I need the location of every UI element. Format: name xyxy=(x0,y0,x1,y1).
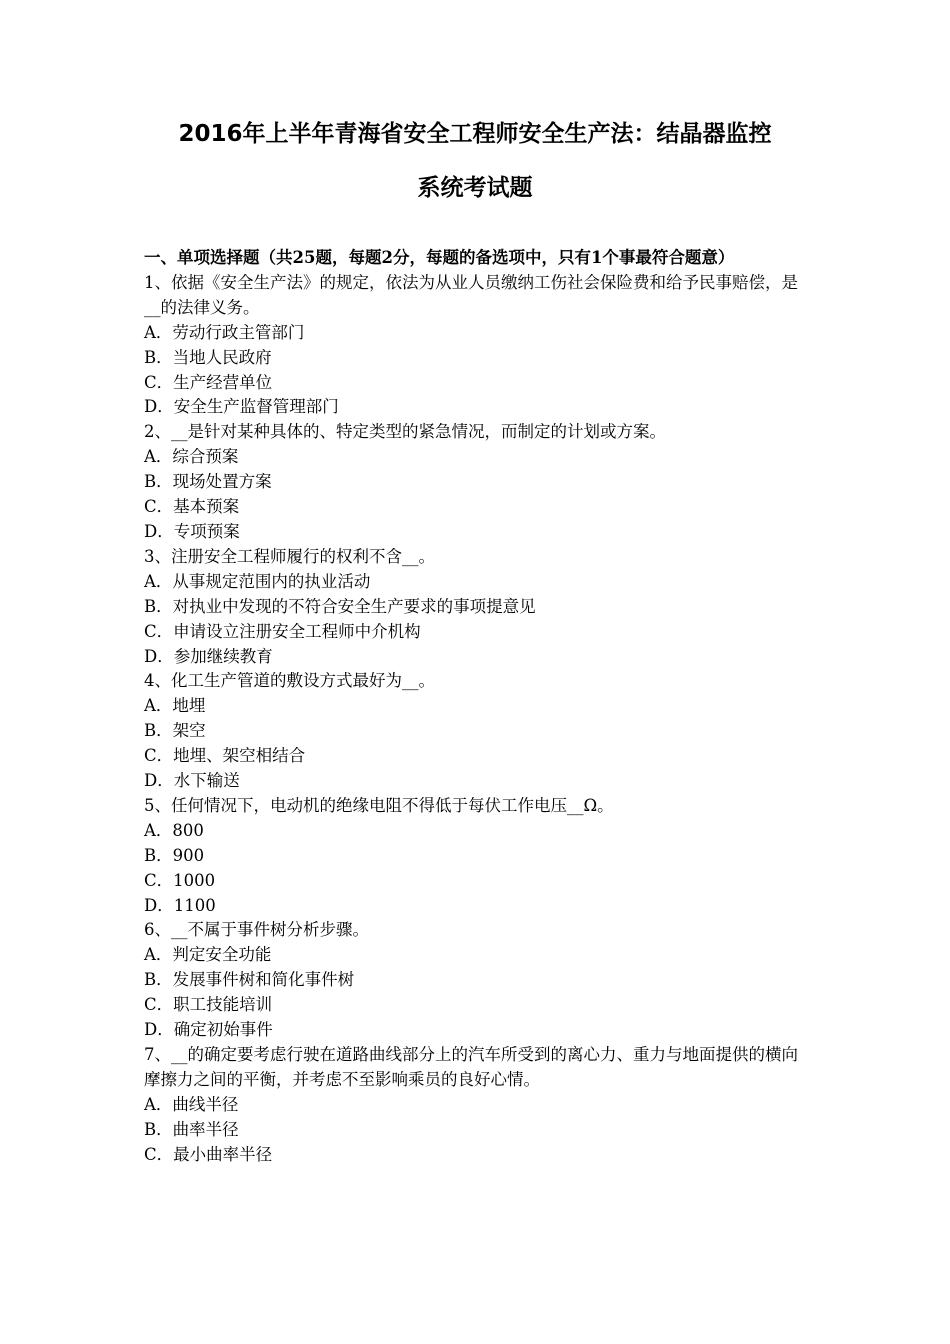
answer-option: B．对执业中发现的不符合安全生产要求的事项提意见 xyxy=(144,596,536,616)
answer-option: C．生产经营单位 xyxy=(144,372,273,392)
answer-option: A．劳动行政主管部门 xyxy=(144,322,305,342)
question-block xyxy=(144,794,809,919)
question-stem: 7、__的确定要考虑行驶在道路曲线部分上的汽车所受到的离心力、重力与地面提供的横向摩擦力之间的平衡，并考虑不至影响乘员的良好心情。 xyxy=(144,1045,798,1089)
answer-option: A．从事规定范围内的执业活动 xyxy=(144,571,371,591)
answer-option: B．900 xyxy=(144,845,205,865)
question-block xyxy=(144,545,809,670)
answer-option: A．判定安全功能 xyxy=(144,945,272,965)
answer-option: C．职工技能培训 xyxy=(144,995,273,1015)
answer-option: A．800 xyxy=(144,820,204,840)
question-stem: 3、注册安全工程师履行的权利不含__。 xyxy=(144,546,435,566)
answer-option: B．当地人民政府 xyxy=(144,347,272,367)
answer-option: C．最小曲率半径 xyxy=(144,1144,273,1164)
answer-option: C．1000 xyxy=(144,870,216,890)
answer-option: B．发展事件树和简化事件树 xyxy=(144,970,355,990)
answer-option: A．曲线半径 xyxy=(144,1094,239,1114)
answer-option: A．地埋 xyxy=(144,696,206,716)
question-stem: 4、化工生产管道的敷设方式最好为__。 xyxy=(144,671,435,691)
answer-option: B．架空 xyxy=(144,721,206,741)
answer-option: D．1100 xyxy=(144,895,216,915)
answer-option: C．基本预案 xyxy=(144,497,240,517)
answer-option: C．地埋、架空相结合 xyxy=(144,746,306,766)
section-heading: 一、单项选择题（共25题，每题2分，每题的备选项中，只有1个事最符合题意） xyxy=(144,248,735,267)
question-block xyxy=(144,918,809,1043)
answer-option: B．曲率半径 xyxy=(144,1119,239,1139)
answer-option: A．综合预案 xyxy=(144,447,239,467)
document-body xyxy=(144,246,809,1168)
answer-option: B．现场处置方案 xyxy=(144,472,272,492)
question-block xyxy=(144,669,809,794)
document-title-line-1: 2016年上半年青海省安全工程师安全生产法：结晶器监控 xyxy=(178,121,772,147)
question-block xyxy=(144,420,809,545)
answer-option: D．安全生产监督管理部门 xyxy=(144,397,339,417)
answer-option: C．申请设立注册安全工程师中介机构 xyxy=(144,621,421,641)
question-stem: 1、依据《安全生产法》的规定，依法为从业人员缴纳工伤社会保险费和给予民事赔偿，是__的法律义务。 xyxy=(144,272,798,317)
answer-option: D．水下输送 xyxy=(144,771,240,791)
answer-option: D．确定初始事件 xyxy=(144,1020,273,1040)
answer-option: D．参加继续教育 xyxy=(144,646,273,666)
question-stem: 6、__不属于事件树分析步骤。 xyxy=(144,920,369,940)
question-block xyxy=(144,1043,809,1168)
question-stem: 2、__是针对某种具体的、特定类型的紧急情况，而制定的计划或方案。 xyxy=(144,422,666,442)
answer-option: D．专项预案 xyxy=(144,521,240,541)
document-title-line-2: 系统考试题 xyxy=(417,175,533,201)
question-stem: 5、任何情况下，电动机的绝缘电阻不得低于每伏工作电压__Ω。 xyxy=(144,795,614,815)
question-block xyxy=(144,271,809,420)
